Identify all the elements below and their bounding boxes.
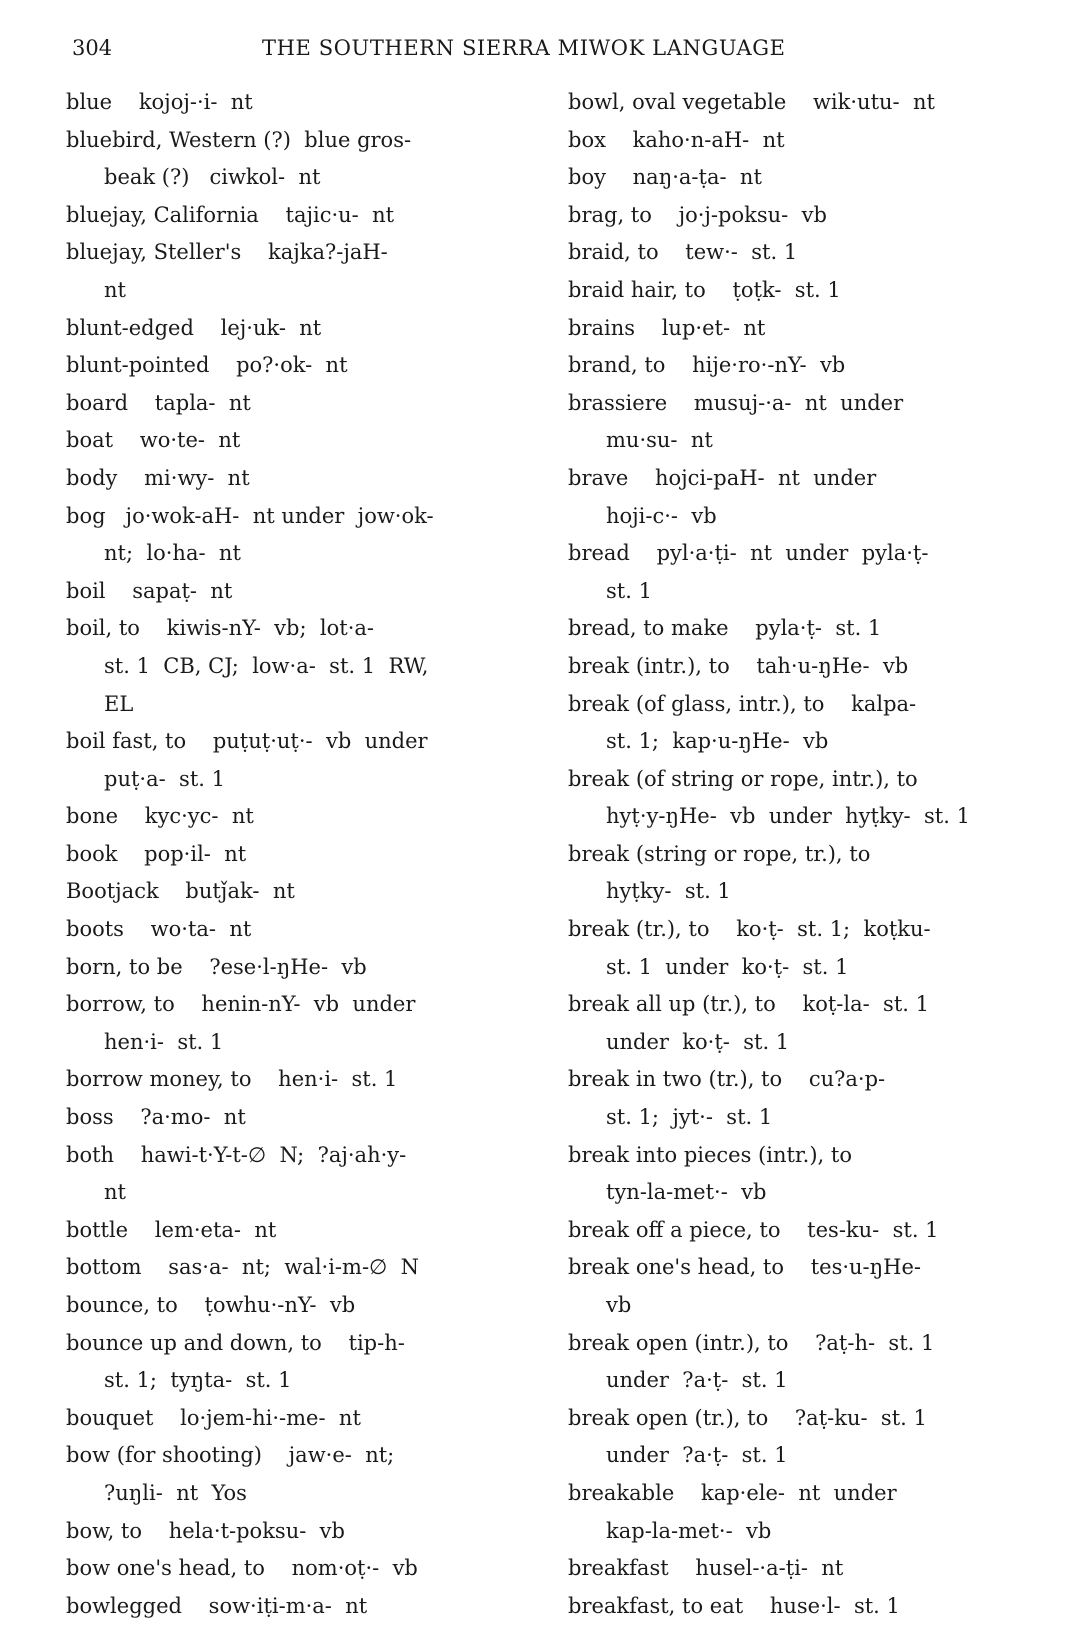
running-title: THE SOUTHERN SIERRA MIWOK LANGUAGE <box>262 36 786 60</box>
dictionary-entry: born, to be ?ese·l-ŋHe- vb <box>66 954 367 979</box>
dictionary-entry: borrow, to henin-nY- vb under <box>66 992 416 1017</box>
dictionary-entry: boil fast, to puṭuṭ·uṭ·- vb under <box>66 729 428 754</box>
dictionary-entry: brave hojci-paH- nt under <box>568 465 877 490</box>
dictionary-entry: bread, to make pyla·ṭ- st. 1 <box>568 616 882 641</box>
dictionary-entry: brassiere musuj-·a- nt under <box>568 390 904 415</box>
dictionary-entry: borrow money, to hen·i- st. 1 <box>66 1067 398 1092</box>
dictionary-entry: bowlegged sow·iṭi-m·a- nt <box>66 1593 368 1618</box>
dictionary-entry: bow, to hela·t-poksu- vb <box>66 1518 345 1543</box>
dictionary-entry: break into pieces (intr.), to <box>568 1142 852 1167</box>
dictionary-entry: bottom sas·a- nt; wal·i-m-∅ N <box>66 1255 420 1280</box>
dictionary-entry: bread pyl·a·ṭi- nt under pyla·ṭ- <box>568 541 929 566</box>
dictionary-entry: braid hair, to ṭoṭk- st. 1 <box>568 277 841 302</box>
dictionary-entry: break off a piece, to tes-ku- st. 1 <box>568 1217 939 1242</box>
dictionary-entry: box kaho·n-aH- nt <box>568 127 785 152</box>
dictionary-entry-continuation: st. 1; kap·u-ŋHe- vb <box>606 729 829 754</box>
dictionary-entry: book pop·il- nt <box>66 841 247 866</box>
dictionary-entry: Bootjack butǰak- nt <box>66 879 295 904</box>
dictionary-entry: board tapla- nt <box>66 390 251 415</box>
dictionary-entry-continuation: hyṭ·y-ŋHe- vb under hyṭky- st. 1 <box>606 804 970 829</box>
dictionary-entry: boy naŋ·a-ṭa- nt <box>568 165 762 190</box>
dictionary-entry: boil sapaṭ- nt <box>66 578 233 603</box>
dictionary-entry: boots wo·ta- nt <box>66 917 252 942</box>
dictionary-entry: break one's head, to tes·u-ŋHe- <box>568 1255 922 1280</box>
dictionary-entry: both hawi-t·Y-t-∅ N; ?aj·ah·y- <box>66 1142 407 1167</box>
dictionary-entry: bow one's head, to nom·oṭ·- vb <box>66 1556 418 1581</box>
dictionary-entry-continuation: under ?a·ṭ- st. 1 <box>606 1368 788 1393</box>
dictionary-entry: bluejay, Steller's kajka?-jaH- <box>66 240 388 265</box>
dictionary-entry: bounce up and down, to tip-h- <box>66 1330 405 1355</box>
page-header <box>0 30 1068 70</box>
dictionary-entry: bouquet lo·jem-hi·-me- nt <box>66 1405 361 1430</box>
dictionary-entry-continuation: nt <box>104 277 126 302</box>
dictionary-entry: bowl, oval vegetable wik·utu- nt <box>568 90 935 114</box>
dictionary-entry: bog jo·wok-aH- nt under jow·ok- <box>66 503 434 528</box>
dictionary-entry: break (of glass, intr.), to kalpa- <box>568 691 917 716</box>
dictionary-entry-continuation: st. 1 <box>606 578 652 603</box>
dictionary-entry-continuation: st. 1; tyŋta- st. 1 <box>104 1368 292 1393</box>
page-number: 304 <box>72 36 113 60</box>
dictionary-entry: brand, to hije·ro·-nY- vb <box>568 353 846 378</box>
dictionary-entry-continuation: kap-la-met·- vb <box>606 1518 772 1543</box>
dictionary-entry: bluejay, California tajic·u- nt <box>66 202 395 227</box>
dictionary-entry-continuation: beak (?) ciwkol- nt <box>104 165 321 190</box>
dictionary-entry: braid, to tew·- st. 1 <box>568 240 798 265</box>
dictionary-entry-continuation: nt; lo·ha- nt <box>104 541 241 566</box>
dictionary-entry: break open (intr.), to ?aṭ-h- st. 1 <box>568 1330 935 1355</box>
left-column <box>66 84 536 1625</box>
dictionary-entry-continuation: hen·i- st. 1 <box>104 1029 224 1054</box>
dictionary-entry: breakable kap·ele- nt under <box>568 1480 897 1505</box>
dictionary-entry: bounce, to ṭowhu·-nY- vb <box>66 1293 356 1317</box>
dictionary-entry: bone kyc·yc- nt <box>66 804 254 829</box>
dictionary-entry: breakfast, to eat huse·l- st. 1 <box>568 1593 900 1618</box>
dictionary-entry: boss ?a·mo- nt <box>66 1105 246 1130</box>
dictionary-entry: blunt-edged lej·uk- nt <box>66 315 322 340</box>
dictionary-entry: break (string or rope, tr.), to <box>568 841 871 866</box>
dictionary-entry-continuation: mu·su- nt <box>606 428 713 453</box>
dictionary-entry-continuation: puṭ·a- st. 1 <box>104 766 225 791</box>
dictionary-entry: brains lup·et- nt <box>568 315 766 340</box>
dictionary-entry: blue kojoj-·i- nt <box>66 90 253 114</box>
dictionary-entry: break (intr.), to tah·u-ŋHe- vb <box>568 653 909 678</box>
dictionary-entry-continuation: under ?a·ṭ- st. 1 <box>606 1443 788 1468</box>
dictionary-entry-continuation: hoji-c·- vb <box>606 503 717 528</box>
dictionary-entry-continuation: st. 1; jyt·- st. 1 <box>606 1105 773 1130</box>
dictionary-entry-continuation: st. 1 CB, CJ; low·a- st. 1 RW, <box>104 653 429 678</box>
dictionary-entry: bluebird, Western (?) blue gros- <box>66 127 412 152</box>
dictionary-entry: break (tr.), to ko·ṭ- st. 1; koṭku- <box>568 917 931 942</box>
dictionary-entry: break open (tr.), to ?aṭ-ku- st. 1 <box>568 1405 927 1430</box>
dictionary-entry: break all up (tr.), to koṭ-la- st. 1 <box>568 992 929 1017</box>
dictionary-entry-continuation: tyn-la-met·- vb <box>606 1180 767 1205</box>
dictionary-entry-continuation: vb <box>606 1293 632 1317</box>
dictionary-entry-continuation: EL <box>104 691 134 716</box>
dictionary-entry: boil, to kiwis-nY- vb; lot·a- <box>66 616 375 641</box>
dictionary-entry: bow (for shooting) jaw·e- nt; <box>66 1443 395 1468</box>
dictionary-entry: brag, to jo·j-poksu- vb <box>568 202 827 227</box>
dictionary-entry: breakfast husel-·a-ṭi- nt <box>568 1556 844 1581</box>
dictionary-entry: body mi·wy- nt <box>66 465 250 490</box>
right-column <box>568 84 1038 1625</box>
dictionary-entry-continuation: hyṭky- st. 1 <box>606 879 731 904</box>
dictionary-entry: break in two (tr.), to cu?a·p- <box>568 1067 886 1092</box>
dictionary-entry-continuation: st. 1 under ko·ṭ- st. 1 <box>606 954 849 979</box>
dictionary-entry: blunt-pointed po?·ok- nt <box>66 353 348 378</box>
dictionary-entry: break (of string or rope, intr.), to <box>568 766 918 791</box>
dictionary-entry: boat wo·te- nt <box>66 428 241 453</box>
dictionary-entry-continuation: nt <box>104 1180 126 1205</box>
dictionary-entry: bottle lem·eta- nt <box>66 1217 277 1242</box>
dictionary-entry-continuation: ?uŋli- nt Yos <box>104 1480 247 1505</box>
dictionary-entry-continuation: under ko·ṭ- st. 1 <box>606 1029 790 1054</box>
